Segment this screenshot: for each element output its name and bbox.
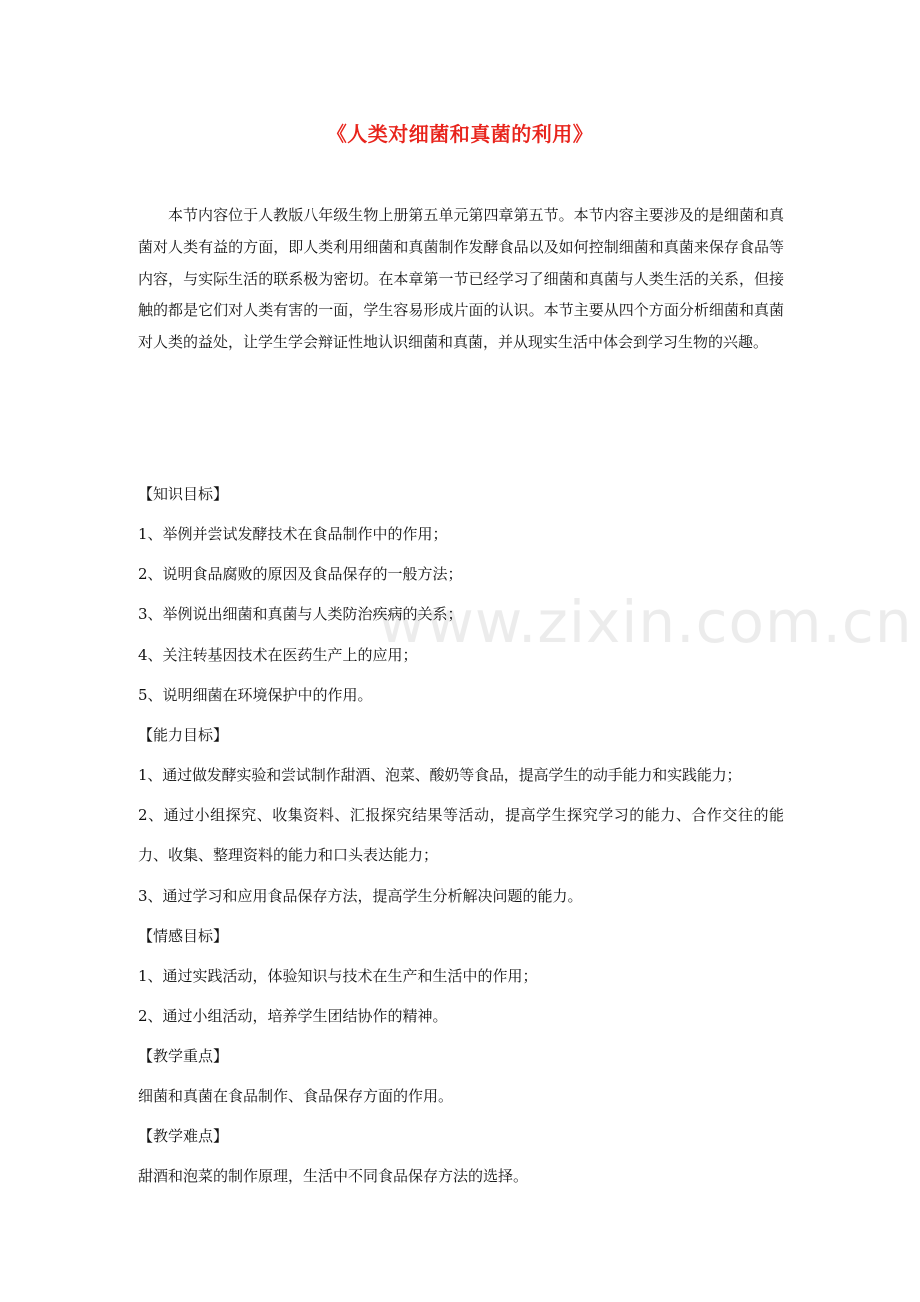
knowledge-item-1: 1、举例并尝试发酵技术在食品制作中的作用； <box>138 525 448 543</box>
difficulty-text: 甜酒和泡菜的制作原理，生活中不同食品保存方法的选择。 <box>138 1167 529 1185</box>
knowledge-heading: 【知识目标】 <box>138 485 229 503</box>
knowledge-item-2: 2、说明食品腐败的原因及食品保存的一般方法； <box>138 565 463 583</box>
ability-item-3: 3、通过学习和应用食品保存方法，提高学生分析解决问题的能力。 <box>138 887 583 905</box>
ability-item-2: 2、通过小组探究、收集资料、汇报探究结果等活动，提高学生探究学习的能力、合作交往的能力、收集、整理资料的能力和口头表达能力； <box>138 806 784 864</box>
document-title: 《人类对细菌和真菌的利用》 <box>326 122 594 146</box>
knowledge-item-4: 4、关注转基因技术在医药生产上的应用； <box>138 646 418 664</box>
site-watermark: www.zixin.com.cn <box>378 588 913 656</box>
ability-item-1: 1、通过做发酵实验和尝试制作甜酒、泡菜、酸奶等食品，提高学生的动手能力和实践能力； <box>138 766 742 784</box>
emotion-item-2: 2、通过小组活动，培养学生团结协作的精神。 <box>138 1007 448 1025</box>
ability-heading: 【能力目标】 <box>138 726 229 744</box>
emotion-heading: 【情感目标】 <box>138 927 229 945</box>
knowledge-item-3: 3、举例说出细菌和真菌与人类防治疾病的关系； <box>138 605 463 623</box>
difficulty-heading: 【教学难点】 <box>138 1127 229 1145</box>
knowledge-item-5: 5、说明细菌在环境保护中的作用。 <box>138 686 373 704</box>
key-heading: 【教学重点】 <box>138 1047 229 1065</box>
emotion-item-1: 1、通过实践活动，体验知识与技术在生产和生活中的作用； <box>138 967 538 985</box>
key-text: 细菌和真菌在食品制作、食品保存方面的作用。 <box>138 1087 454 1105</box>
intro-paragraph: 本节内容位于人教版八年级生物上册第五单元第四章第五节。本节内容主要涉及的是细菌和真菌对人类有益的方面，即人类利用细菌和真菌制作发酵食品以及如何控制细菌和真菌来保存食品等内容，与实际生活的联系极为密切。在本章第一节已经学习了细菌和真菌与人类生活的关系，但接触的都是它们对人类有害的一面，学生容易形成片面的认识。本节主要从四个方面分析细菌和真菌对人类的益处，让学生学会辩证性地认识细菌和真菌，并从现实生活中体会到学习生物的兴趣。 <box>138 206 784 352</box>
